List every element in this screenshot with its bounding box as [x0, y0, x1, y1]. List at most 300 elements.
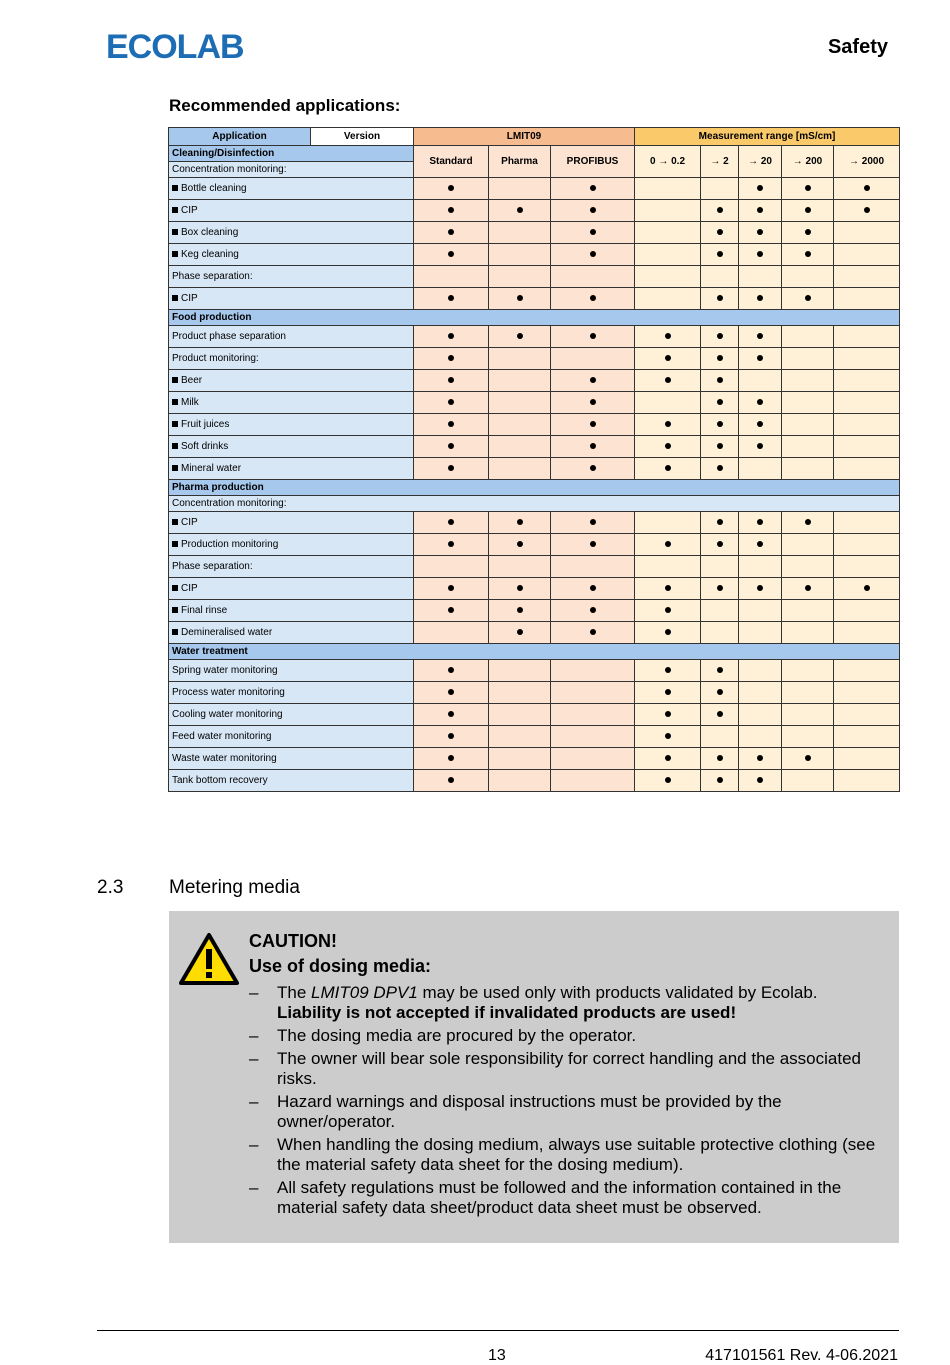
- row-label-text: Waste water monitoring: [172, 753, 277, 764]
- table-cell: [782, 578, 834, 600]
- square-bullet-icon: [172, 229, 178, 235]
- section-title: Metering media: [169, 877, 300, 898]
- table-cell: [739, 622, 782, 644]
- row-label: [169, 512, 414, 534]
- list-dash: –: [249, 1178, 259, 1197]
- square-bullet-icon: [172, 251, 178, 257]
- dot-icon: [665, 777, 671, 783]
- dot-icon: [590, 399, 596, 405]
- dot-icon: [805, 207, 811, 213]
- square-bullet-icon: [172, 541, 178, 547]
- caution-box: [169, 911, 899, 1243]
- dot-icon: [448, 229, 454, 235]
- table-cell: [489, 348, 551, 370]
- table-cell: [635, 200, 701, 222]
- table-cell: [551, 348, 635, 370]
- col-lmit09: LMIT09: [414, 128, 635, 146]
- table-cell: [414, 600, 489, 622]
- table-cell: [701, 392, 739, 414]
- table-row: [169, 370, 900, 392]
- dot-icon: [757, 207, 763, 213]
- dot-icon: [590, 333, 596, 339]
- row-label: [169, 704, 414, 726]
- table-row: [169, 622, 900, 644]
- table-row: [169, 578, 900, 600]
- dot-icon: [448, 251, 454, 257]
- dot-icon: [805, 229, 811, 235]
- table-cell: [414, 392, 489, 414]
- table-cell: [414, 288, 489, 310]
- row-label: [169, 660, 414, 682]
- table-row: [169, 436, 900, 458]
- table-cell: [414, 348, 489, 370]
- dot-icon: [517, 519, 523, 525]
- dot-icon: [448, 541, 454, 547]
- dot-icon: [448, 399, 454, 405]
- table-cell: [489, 682, 551, 704]
- square-bullet-icon: [172, 585, 178, 591]
- table-cell: [834, 458, 900, 480]
- table-cell: [489, 222, 551, 244]
- row-label-text: Demineralised water: [181, 627, 273, 638]
- table-row: [169, 600, 900, 622]
- table-cell: [782, 244, 834, 266]
- dot-icon: [665, 443, 671, 449]
- dot-icon: [757, 229, 763, 235]
- table-row: [169, 414, 900, 436]
- table-cell: [782, 222, 834, 244]
- caution-item-text: The dosing media are procured by the operator.: [277, 1026, 637, 1045]
- dot-icon: [448, 185, 454, 191]
- dot-icon: [717, 443, 723, 449]
- table-cell: [782, 348, 834, 370]
- subheading-row: Concentration monitoring:: [169, 162, 414, 178]
- table-cell: [834, 244, 900, 266]
- svg-text:ECOLAB: ECOLAB: [106, 28, 244, 64]
- table-cell: [701, 370, 739, 392]
- dot-icon: [448, 443, 454, 449]
- table-cell: [489, 704, 551, 726]
- row-label: [169, 436, 414, 458]
- dot-icon: [448, 295, 454, 301]
- table-cell: [489, 244, 551, 266]
- row-label-text: Production monitoring: [181, 539, 279, 550]
- table-cell: [739, 392, 782, 414]
- dot-icon: [665, 541, 671, 547]
- dot-icon: [517, 207, 523, 213]
- dot-icon: [864, 207, 870, 213]
- row-label: [169, 288, 414, 310]
- table-cell: [551, 660, 635, 682]
- table-cell: [489, 748, 551, 770]
- dot-icon: [590, 465, 596, 471]
- table-row: [169, 644, 900, 660]
- table-cell: [489, 414, 551, 436]
- col-application: Application: [169, 128, 311, 146]
- table-cell: [739, 704, 782, 726]
- row-label: [169, 770, 414, 792]
- table-cell: [414, 682, 489, 704]
- dot-icon: [805, 251, 811, 257]
- table-row: [169, 556, 900, 578]
- dot-icon: [448, 207, 454, 213]
- square-bullet-icon: [172, 207, 178, 213]
- table-cell: [635, 348, 701, 370]
- table-cell: [489, 770, 551, 792]
- ecolab-logo: [106, 28, 256, 64]
- table-cell: [414, 704, 489, 726]
- table-cell: [701, 244, 739, 266]
- table-cell: [551, 414, 635, 436]
- dot-icon: [717, 777, 723, 783]
- table-row: [169, 704, 900, 726]
- table-cell: [551, 436, 635, 458]
- table-cell: [489, 726, 551, 748]
- table-cell: [489, 200, 551, 222]
- table-cell: [414, 748, 489, 770]
- row-label-text: Spring water monitoring: [172, 665, 278, 676]
- dot-icon: [717, 295, 723, 301]
- caution-heading: CAUTION!: [249, 931, 337, 951]
- table-cell: [834, 288, 900, 310]
- table-row: [169, 222, 900, 244]
- table-cell: [834, 578, 900, 600]
- caution-item-1-pre: The: [277, 983, 312, 1002]
- table-row: [169, 770, 900, 792]
- row-label: [169, 682, 414, 704]
- table-cell: [489, 534, 551, 556]
- page-number: 13: [488, 1347, 506, 1364]
- dot-icon: [717, 229, 723, 235]
- subheader-range-2000: → 2000: [834, 146, 900, 178]
- table-cell: [782, 178, 834, 200]
- table-row: [169, 748, 900, 770]
- table-cell: [414, 370, 489, 392]
- table-cell: [414, 266, 489, 288]
- row-label: [169, 748, 414, 770]
- table-cell: [635, 414, 701, 436]
- table-cell: [834, 326, 900, 348]
- dot-icon: [590, 185, 596, 191]
- warning-triangle-icon: [178, 932, 240, 986]
- table-cell: [414, 178, 489, 200]
- table-cell: [834, 414, 900, 436]
- table-cell: [489, 326, 551, 348]
- table-cell: [701, 682, 739, 704]
- table-cell: [701, 326, 739, 348]
- dot-icon: [717, 755, 723, 761]
- table-cell: [489, 370, 551, 392]
- table-cell: [739, 326, 782, 348]
- dot-icon: [757, 399, 763, 405]
- table-cell: [635, 748, 701, 770]
- table-row: [169, 348, 900, 370]
- row-label-text: CIP: [181, 517, 198, 528]
- dot-icon: [717, 465, 723, 471]
- table-cell: [414, 436, 489, 458]
- dot-icon: [757, 443, 763, 449]
- table-row: [169, 496, 900, 512]
- table-cell: [701, 534, 739, 556]
- table-cell: [834, 392, 900, 414]
- dot-icon: [517, 541, 523, 547]
- dot-icon: [517, 607, 523, 613]
- caution-item: [249, 1178, 879, 1218]
- dot-icon: [717, 585, 723, 591]
- dot-icon: [590, 585, 596, 591]
- square-bullet-icon: [172, 629, 178, 635]
- table-cell: [489, 458, 551, 480]
- table-row: [169, 458, 900, 480]
- table-cell: [489, 392, 551, 414]
- dot-icon: [864, 185, 870, 191]
- table-cell: [551, 370, 635, 392]
- table-cell: [551, 556, 635, 578]
- table-cell: [489, 556, 551, 578]
- row-label-text: Keg cleaning: [181, 249, 239, 260]
- dot-icon: [590, 207, 596, 213]
- square-bullet-icon: [172, 519, 178, 525]
- row-label: [169, 622, 414, 644]
- dot-icon: [665, 421, 671, 427]
- dot-icon: [448, 667, 454, 673]
- table-cell: [701, 436, 739, 458]
- dot-icon: [757, 295, 763, 301]
- table-cell: [414, 578, 489, 600]
- square-bullet-icon: [172, 377, 178, 383]
- dot-icon: [717, 333, 723, 339]
- table-cell: [701, 414, 739, 436]
- table-cell: [834, 370, 900, 392]
- subheader-range-2: → 2: [701, 146, 739, 178]
- dot-icon: [448, 465, 454, 471]
- table-cell: [701, 512, 739, 534]
- dot-icon: [448, 377, 454, 383]
- table-row: [169, 288, 900, 310]
- table-cell: [782, 704, 834, 726]
- dot-icon: [717, 251, 723, 257]
- table-cell: [834, 200, 900, 222]
- caution-item: [249, 1049, 879, 1089]
- dot-icon: [590, 519, 596, 525]
- table-cell: [551, 534, 635, 556]
- dot-icon: [757, 777, 763, 783]
- table-cell: [782, 748, 834, 770]
- table-cell: [782, 682, 834, 704]
- applications-table: [168, 127, 900, 792]
- table-cell: [701, 288, 739, 310]
- dot-icon: [757, 185, 763, 191]
- table-cell: [551, 770, 635, 792]
- table-cell: [739, 288, 782, 310]
- table-cell: [414, 726, 489, 748]
- product-name: LMIT09 DPV1: [311, 983, 418, 1002]
- table-cell: [701, 770, 739, 792]
- table-cell: [635, 370, 701, 392]
- table-cell: [551, 178, 635, 200]
- table-cell: [739, 178, 782, 200]
- table-cell: [834, 512, 900, 534]
- table-cell: [782, 200, 834, 222]
- table-cell: [782, 414, 834, 436]
- dot-icon: [717, 355, 723, 361]
- dot-icon: [757, 755, 763, 761]
- square-bullet-icon: [172, 421, 178, 427]
- table-cell: [834, 436, 900, 458]
- row-label-text: Mineral water: [181, 463, 242, 474]
- table-row: [169, 726, 900, 748]
- table-cell: [635, 392, 701, 414]
- table-cell: [834, 704, 900, 726]
- table-cell: [701, 726, 739, 748]
- recommended-applications-title: Recommended applications:: [169, 96, 401, 115]
- table-cell: [635, 288, 701, 310]
- dot-icon: [517, 629, 523, 635]
- table-cell: [701, 704, 739, 726]
- caution-list: [249, 983, 879, 1221]
- table-cell: [635, 436, 701, 458]
- dot-icon: [717, 519, 723, 525]
- table-cell: [739, 244, 782, 266]
- dot-icon: [805, 185, 811, 191]
- table-cell: [739, 436, 782, 458]
- dot-icon: [805, 755, 811, 761]
- table-cell: [701, 578, 739, 600]
- table-cell: [635, 770, 701, 792]
- table-cell: [551, 704, 635, 726]
- dot-icon: [665, 689, 671, 695]
- dot-icon: [517, 295, 523, 301]
- dot-icon: [757, 333, 763, 339]
- row-label-text: Tank bottom recovery: [172, 775, 268, 786]
- table-cell: [414, 512, 489, 534]
- dot-icon: [517, 333, 523, 339]
- dot-icon: [590, 629, 596, 635]
- table-cell: [489, 512, 551, 534]
- table-cell: [739, 348, 782, 370]
- table-cell: [701, 600, 739, 622]
- dot-icon: [717, 711, 723, 717]
- table-cell: [739, 414, 782, 436]
- table-cell: [782, 392, 834, 414]
- table-cell: [739, 682, 782, 704]
- table-cell: [635, 512, 701, 534]
- table-cell: [551, 392, 635, 414]
- table-cell: [635, 726, 701, 748]
- dot-icon: [665, 711, 671, 717]
- caution-item-1-post: may be used only with products validated by Ecolab.: [417, 983, 818, 1002]
- table-cell: [782, 622, 834, 644]
- table-cell: [551, 222, 635, 244]
- table-cell: [414, 660, 489, 682]
- dot-icon: [757, 541, 763, 547]
- table-cell: [489, 660, 551, 682]
- dot-icon: [665, 333, 671, 339]
- table-cell: [701, 660, 739, 682]
- table-cell: [701, 178, 739, 200]
- row-label-text: CIP: [181, 583, 198, 594]
- table-cell: [489, 578, 551, 600]
- category-row: Pharma production: [169, 480, 900, 496]
- table-cell: [739, 748, 782, 770]
- square-bullet-icon: [172, 465, 178, 471]
- caution-item: [249, 1135, 879, 1175]
- table-cell: [701, 222, 739, 244]
- row-label-text: Process water monitoring: [172, 687, 285, 698]
- subheader-range-20: → 20: [739, 146, 782, 178]
- row-label: [169, 392, 414, 414]
- page-header-title: Safety: [827, 36, 888, 58]
- table-row: [169, 200, 900, 222]
- row-label: [169, 556, 414, 578]
- table-row: [169, 392, 900, 414]
- caution-item-text: Hazard warnings and disposal instructions must be provided by the owner/operator.: [277, 1092, 782, 1131]
- dot-icon: [665, 377, 671, 383]
- row-label-text: CIP: [181, 205, 198, 216]
- row-label-text: Beer: [181, 375, 203, 386]
- table-cell: [834, 622, 900, 644]
- table-cell: [551, 682, 635, 704]
- table-cell: [834, 222, 900, 244]
- table-cell: [834, 266, 900, 288]
- table-cell: [489, 436, 551, 458]
- row-label: [169, 244, 414, 266]
- dot-icon: [448, 519, 454, 525]
- dot-icon: [517, 585, 523, 591]
- liability-warning: Liability is not accepted if invalidated products are used!: [277, 1003, 737, 1022]
- table-row: [169, 178, 900, 200]
- table-cell: [739, 770, 782, 792]
- table-cell: [489, 266, 551, 288]
- table-cell: [701, 348, 739, 370]
- square-bullet-icon: [172, 399, 178, 405]
- table-cell: [635, 622, 701, 644]
- table-cell: [551, 266, 635, 288]
- table-cell: [635, 660, 701, 682]
- table-cell: [414, 622, 489, 644]
- table-cell: [635, 578, 701, 600]
- col-version: Version: [311, 128, 414, 146]
- table-cell: [782, 436, 834, 458]
- table-cell: [414, 222, 489, 244]
- table-cell: [782, 770, 834, 792]
- row-label: [169, 200, 414, 222]
- dot-icon: [448, 607, 454, 613]
- row-label-text: Bottle cleaning: [181, 183, 247, 194]
- table-cell: [414, 458, 489, 480]
- table-cell: [782, 326, 834, 348]
- row-label: [169, 348, 414, 370]
- table-row: [169, 326, 900, 348]
- dot-icon: [805, 519, 811, 525]
- subheader-pharma: Pharma: [489, 146, 551, 178]
- table-row: [169, 534, 900, 556]
- table-cell: [414, 200, 489, 222]
- caution-item: [249, 1026, 879, 1046]
- table-cell: [782, 660, 834, 682]
- dot-icon: [665, 585, 671, 591]
- table-cell: [834, 600, 900, 622]
- table-cell: [551, 244, 635, 266]
- table-cell: [551, 326, 635, 348]
- table-cell: [834, 660, 900, 682]
- row-label: [169, 578, 414, 600]
- row-label: [169, 726, 414, 748]
- dot-icon: [590, 251, 596, 257]
- dot-icon: [757, 519, 763, 525]
- table-cell: [782, 458, 834, 480]
- document-reference: 417101561 Rev. 4-06.2021: [705, 1347, 898, 1364]
